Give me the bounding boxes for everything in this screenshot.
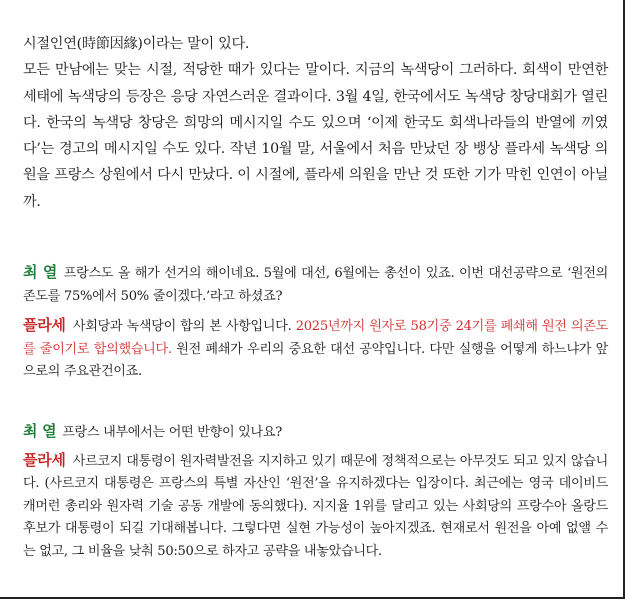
question-1-text: 프랑스도 올 해가 선거의 해이네요. 5월에 대선, 6월에는 총선이 있죠. 이번 대선공략으로 ‘원전의존도를 75%에서 50% 줄이겠다.’라고 하셨죠? bbox=[23, 266, 608, 304]
interview-qa-2 bbox=[23, 420, 608, 563]
speaker-choi-label: 최 열 bbox=[23, 422, 57, 440]
answer-1-text-post: 원전 폐쇄가 우리의 중요한 대선 공약입니다. 다만 실행을 어떻게 하느냐가 앞으로의 주요관건이죠. bbox=[23, 341, 608, 379]
question-2-text: 프랑스 내부에서는 어떤 반향이 있나요? bbox=[62, 425, 282, 440]
question-1 bbox=[23, 261, 608, 308]
intro-first-line: 시절인연(時節因緣)이라는 말이 있다. bbox=[23, 36, 250, 52]
speaker-place-label: 플라세 bbox=[23, 450, 66, 469]
intro-section bbox=[23, 31, 608, 215]
answer-1 bbox=[23, 314, 608, 384]
intro-paragraph: 모든 만남에는 맞는 시절, 적당한 때가 있다는 말이다. 지금의 녹색당이 그러하다. 회색이 만연한 세태에 녹색당의 등장은 응당 자연스러운 결과이다. 3월 4일, 한국에서도 녹색당 창당대회가 열린다. 한국의 녹색당 창당은 희망의 메시지일 수도 있으며 ‘이제 한국도 회색나라들의 반열에 끼였다’는 경고의 메시지일 수도 있다. 작년 10월 말, 서울에서 처음 만났던 장 뱅상 플라세 녹색당 의원을 프랑스 상원에서 다시 만났다. 이 시절에, 플라세 의원을 만난 것 또한 기가 막힌 인연이 아닐까. bbox=[23, 62, 608, 210]
answer-2-text: 사르코지 대통령이 원자력발전을 지지하고 있기 때문에 정책적으로는 아무것도 되고 있지 않습니다. (사르코지 대통령은 프랑스의 특별 자산인 ‘원전’을 유지하겠다는 입장이다. 최근에는 영국 데이비드 캐머런 총리와 원자력 기술 공동 개발에 동의했다). 지지율 1위를 달리고 있는 사회당의 프랑수아 올랑드 후보가 대통령이 되길 기대해봅니다. 그렇다면 실현 가능성이 높아지겠죠. 현재로서 원전을 아예 없앨 수는 없고, 그 비율을 낮춰 50:50으로 하자고 공략을 내놓았습니다. bbox=[23, 453, 608, 559]
question-2 bbox=[23, 420, 608, 445]
answer-1-text-pre: 사회당과 녹색당이 합의 본 사항입니다. bbox=[72, 319, 296, 334]
answer-2 bbox=[23, 449, 608, 564]
speaker-choi-label: 최 열 bbox=[23, 263, 58, 281]
interview-qa-1 bbox=[23, 261, 608, 384]
speaker-place-label: 플라세 bbox=[23, 316, 66, 334]
answer-1-highlight: 2025년까지 원자로 58기중 24기를 폐쇄해 원전 의존도를 줄이기로 합의했습니다. bbox=[23, 319, 608, 357]
